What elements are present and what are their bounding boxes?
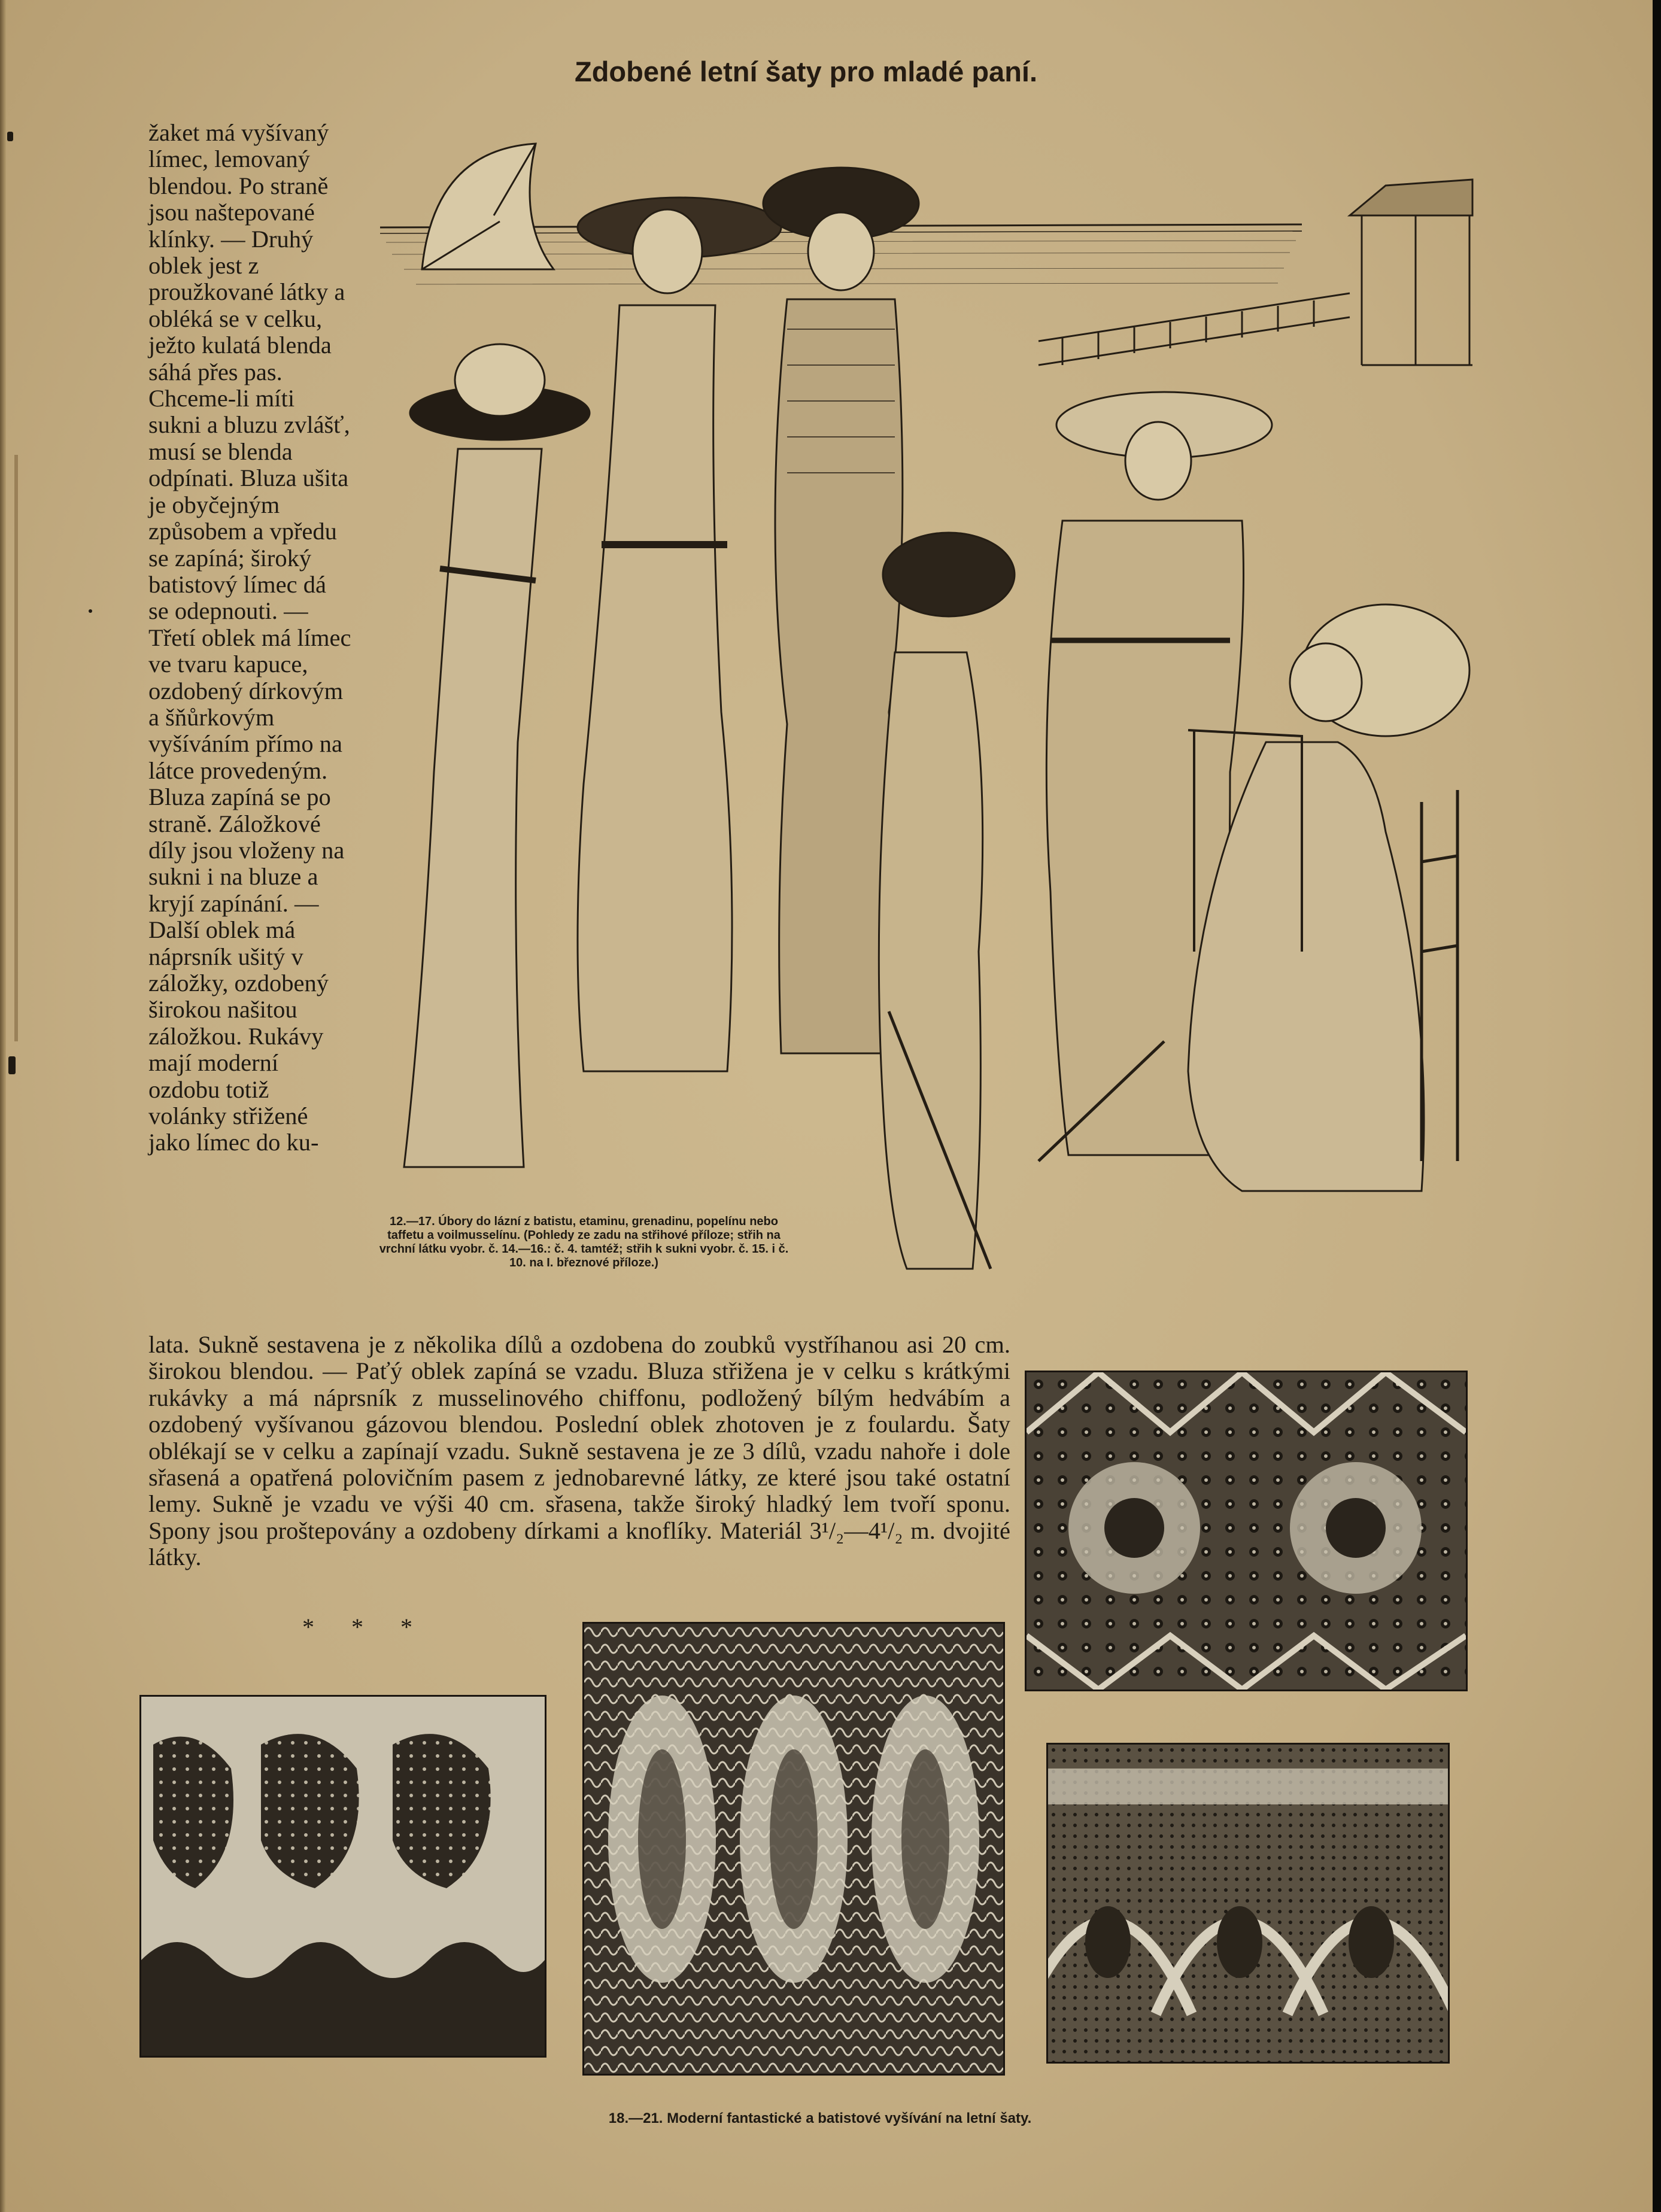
body-text-full: lata. Sukně sestavena je z několika dílů a ozdobena do zoubků vystříhanou asi 20 cm. širokou blendou. — Paťý oblek zapíná se vzadu. Bluza střižena je v celku s krátkými rukávky a má náprsník z musselinového chiffonu, podložený bílým hedvábím a ozdobený vyšívanou gázovou blendou. Poslední oblek zhotoven je z foulardu. Šaty oblékají se v celku a zapínají vzadu. Sukně sestavena je ze 3 dílů, vzadu nahoře i dole sřasená a opatřená polovičním pasem z jednobarevné látky, ze které jsou také ostatní lemy. Sukně je vzadu ve výši 40 cm. sřasena, takže široký hladký lem tvoří sponu. Spony jsou proštepovány a ozdobeny dírkami a knoflíky. Materiál 3¹/₂—4¹/₂ m. dvojité látky. <box>148 1331 1010 1571</box>
ink-speck <box>89 609 92 613</box>
illustration-caption: 12.—17. Úbory do lázní z batistu, etaminu, grenadinu, popelínu nebo taffetu a voilmusselínu. (Pohledy ze zadu na střihové příloze; střih na vrchní látku vyobr. č. 14.—16.: č. 4. tamtéž; střih k sukni vyobr. č. 15. i č. 10. na I. březnové příloze.) <box>379 1215 789 1269</box>
page-title: Zdobené letní šaty pro mladé paní. <box>575 56 1038 87</box>
page-right-edge <box>1653 0 1661 2212</box>
fashion-illustration <box>368 114 1481 1287</box>
binding-mark <box>7 132 13 141</box>
embroidery-swatch-scalloped-lace <box>139 1695 546 2058</box>
page-left-edge <box>0 0 6 2212</box>
page-fold-mark <box>14 455 18 1041</box>
embroidery-swatch-eyelet-arches <box>1046 1743 1450 2064</box>
swatches-caption: 18.—21. Moderní fantastické a batistové vyšívání na letní šaty. <box>608 2110 1032 2126</box>
embroidery-swatch-lace-ovals <box>582 1622 1005 2076</box>
section-divider-stars: * * * <box>302 1614 428 1640</box>
binding-mark <box>8 1056 16 1074</box>
embroidery-swatch-eyelet-rosettes <box>1025 1371 1468 1691</box>
body-text-column: žaket má vyšívaný límec, lemovaný blendou. Po straně jsou naštepované klínky. — Druhý oblek jest z proužkované látky a obléká se v celku, ježto kulatá blenda sáhá přes pas. Chceme-li míti sukni a bluzu zvlášť, musí se blenda odpínati. Bluza ušita je obyčejným způsobem a vpředu se zapíná; široký batistový límec dá se odepnouti. — Třetí oblek má límec ve tvaru kapuce, ozdobený dírkovým a šňůrkovým vyšíváním přímo na látce provedeným. Bluza zapíná se po straně. Záložkové díly jsou vloženy na sukni i na bluze a kryjí zapínání. — Další oblek má náprsník ušitý v záložky, ozdobený širokou našitou záložkou. Rukávy mají moderní ozdobu totiž volánky střižené jako límec do ku- <box>148 119 351 1156</box>
